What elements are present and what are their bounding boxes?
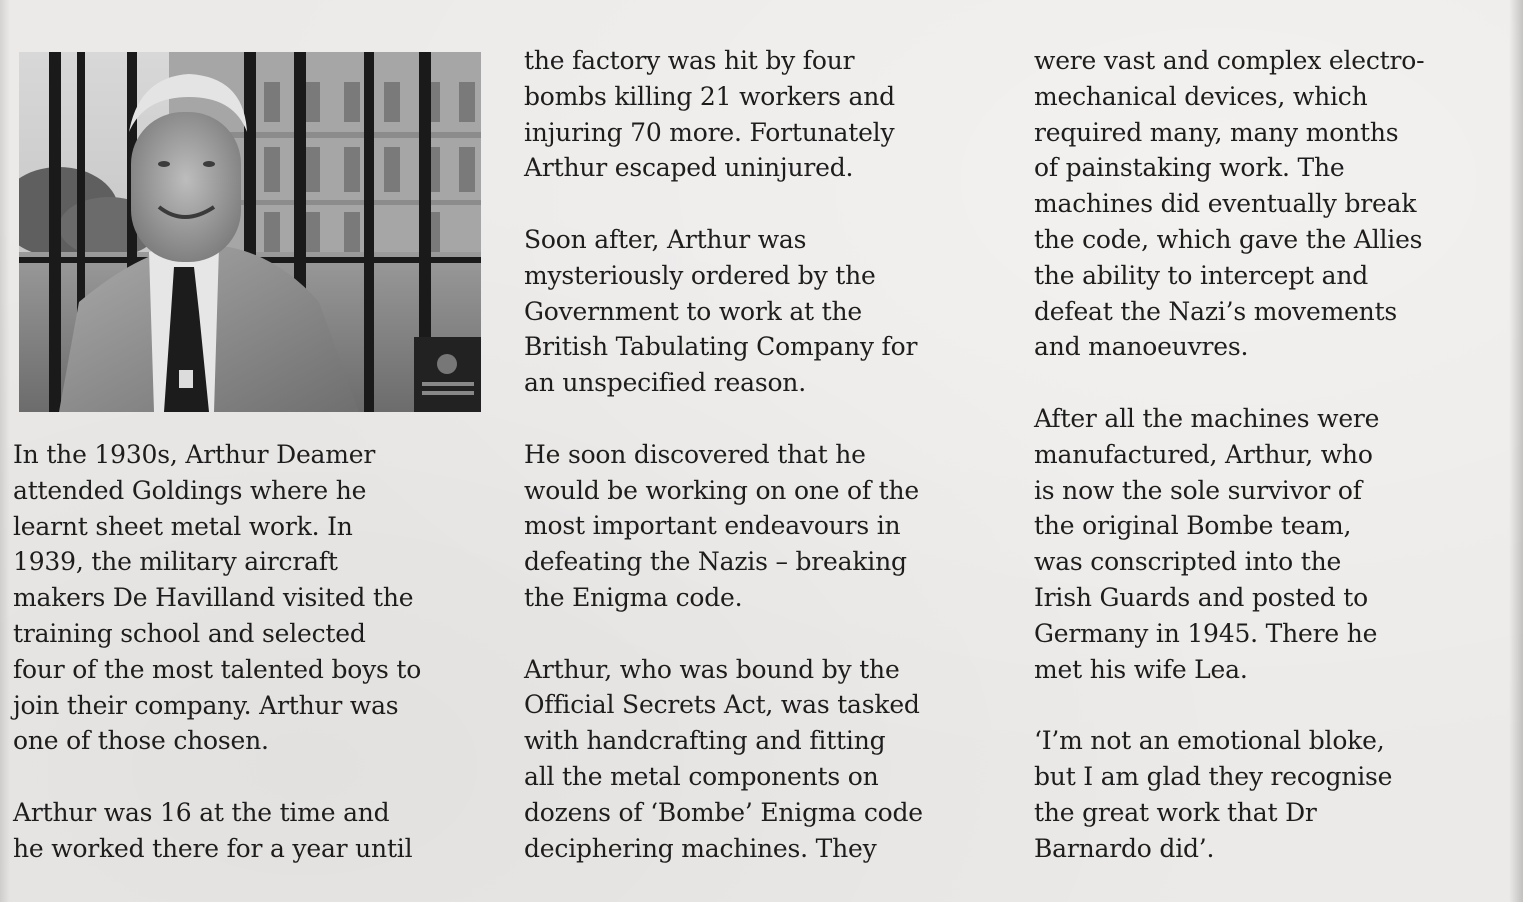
text-column-1 — [13, 437, 493, 902]
text-column-2 — [524, 43, 1004, 902]
paragraph: In the 1930s, Arthur Deamer attended Goldings where he learnt sheet metal work. In 1939, the military aircraft makers De Havilland visited the training school and selected four of the most talented boys to join their company. Arthur was one of those chosen. — [13, 440, 422, 756]
paragraph: the factory was hit by four bombs killing 21 workers and injuring 70 more. Fortunately Arthur escaped uninjured. — [524, 46, 895, 183]
page-edge-shadow-left — [0, 0, 10, 902]
man-in-suit-photo-icon — [19, 52, 481, 412]
paragraph: ‘I’m not an emotional bloke, but I am glad they recognise the great work that Dr Barnardo did’. — [1034, 726, 1393, 863]
paragraph: Soon after, Arthur was mysteriously ordered by the Government to work at the British Tabulating Company for an unspecified reason. — [524, 224, 918, 398]
photo-arthur-deamer — [19, 52, 481, 412]
text-column-3 — [1034, 43, 1514, 902]
paragraph: He soon discovered that he would be working on one of the most important endeavours in defeating the Nazis – breaking the Enigma code. — [524, 439, 920, 612]
paragraph: After all the machines were manufactured, Arthur, who is now the sole survivor of the original Bombe team, was conscripted into the Irish Guards and posted to Germany in 1945. There he met his wife Lea. — [1034, 403, 1380, 684]
paragraph: Arthur, who was bound by the Official Secrets Act, was tasked with handcrafting and fitting all the metal components on dozens of ‘Bombe’ Enigma code deciphering machines. They — [524, 654, 923, 863]
paragraph: were vast and complex electro- mechanical devices, which required many, many months of painstaking work. The machines did eventually break the code, which gave the Allies the ability to intercept and defeat the Nazi’s movements and manoeuvres. — [1034, 46, 1425, 362]
paragraph: Arthur was 16 at the time and he worked there for a year until — [13, 797, 413, 863]
